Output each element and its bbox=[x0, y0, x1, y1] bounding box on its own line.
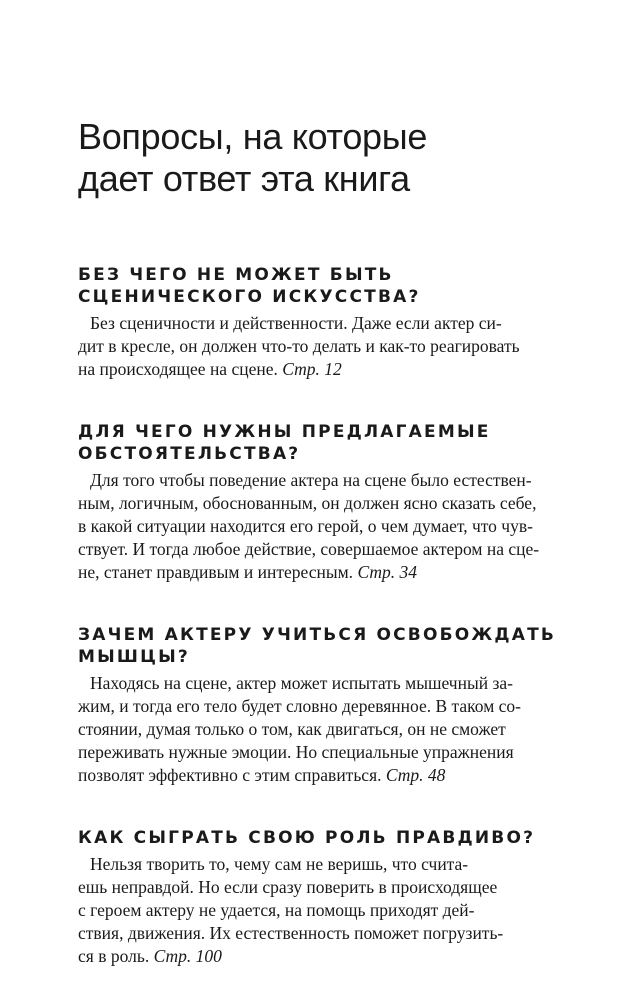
page-title: Вопросы, на которые дает ответ эта книга bbox=[78, 116, 428, 199]
question-heading: БЕЗ ЧЕГО НЕ МОЖЕТ БЫТЬ СЦЕНИЧЕСКОГО ИСКУССТВА? bbox=[78, 265, 421, 307]
question-heading: ЗАЧЕМ АКТЕРУ УЧИТЬСЯ ОСВОБОЖДАТЬ МЫШЦЫ? bbox=[78, 625, 557, 667]
answer-paragraph bbox=[78, 672, 564, 787]
answer-text: Без сценичности и действенности. Даже если актер си- дит в кресле, он должен что-то делать и как-то реагировать на происходящее на сцене. bbox=[78, 313, 520, 379]
answer-text: Находясь на сцене, актер может испытать мышечный за- жим, и тогда его тело будет словно деревянное. В таком со- стоянии, думая только о том, как двигаться, он не сможет переживать нужные эмоции. Но специальные упражнения позволят эффективно с этим справиться. bbox=[78, 673, 522, 785]
answer-paragraph bbox=[78, 312, 564, 381]
question-section-3 bbox=[78, 624, 564, 787]
page-reference: Стр. 100 bbox=[153, 946, 222, 966]
question-section-2 bbox=[78, 421, 564, 584]
question-section-4 bbox=[78, 827, 564, 968]
page-reference: Стр. 12 bbox=[282, 359, 342, 379]
page-reference: Стр. 34 bbox=[357, 562, 417, 582]
question-heading: ДЛЯ ЧЕГО НУЖНЫ ПРЕДЛАГАЕМЫЕ ОБСТОЯТЕЛЬСТВА? bbox=[78, 422, 491, 464]
answer-paragraph bbox=[78, 853, 564, 968]
answer-paragraph bbox=[78, 469, 564, 584]
answer-text: Для того чтобы поведение актера на сцене было естествен- ным, логичным, обоснованным, он должен ясно сказать себе, в какой ситуации находится его герой, о чем думает, что чув- ствует. И тогда любое действие, совершаемое актером на сце- не, станет правдивым и интересным. bbox=[78, 470, 540, 582]
answer-text: Нельзя творить то, чему сам не веришь, что счита- ешь неправдой. Но если сразу поверить в происходящее с героем актеру не удается, на помощь приходят дей- ствия, движения. Их естественность поможет погрузить- ся в роль. bbox=[78, 854, 504, 966]
question-heading: КАК СЫГРАТЬ СВОЮ РОЛЬ ПРАВДИВО? bbox=[78, 828, 536, 848]
page-content bbox=[78, 116, 564, 1008]
question-section-1 bbox=[78, 264, 564, 381]
page-reference: Стр. 48 bbox=[385, 765, 446, 785]
